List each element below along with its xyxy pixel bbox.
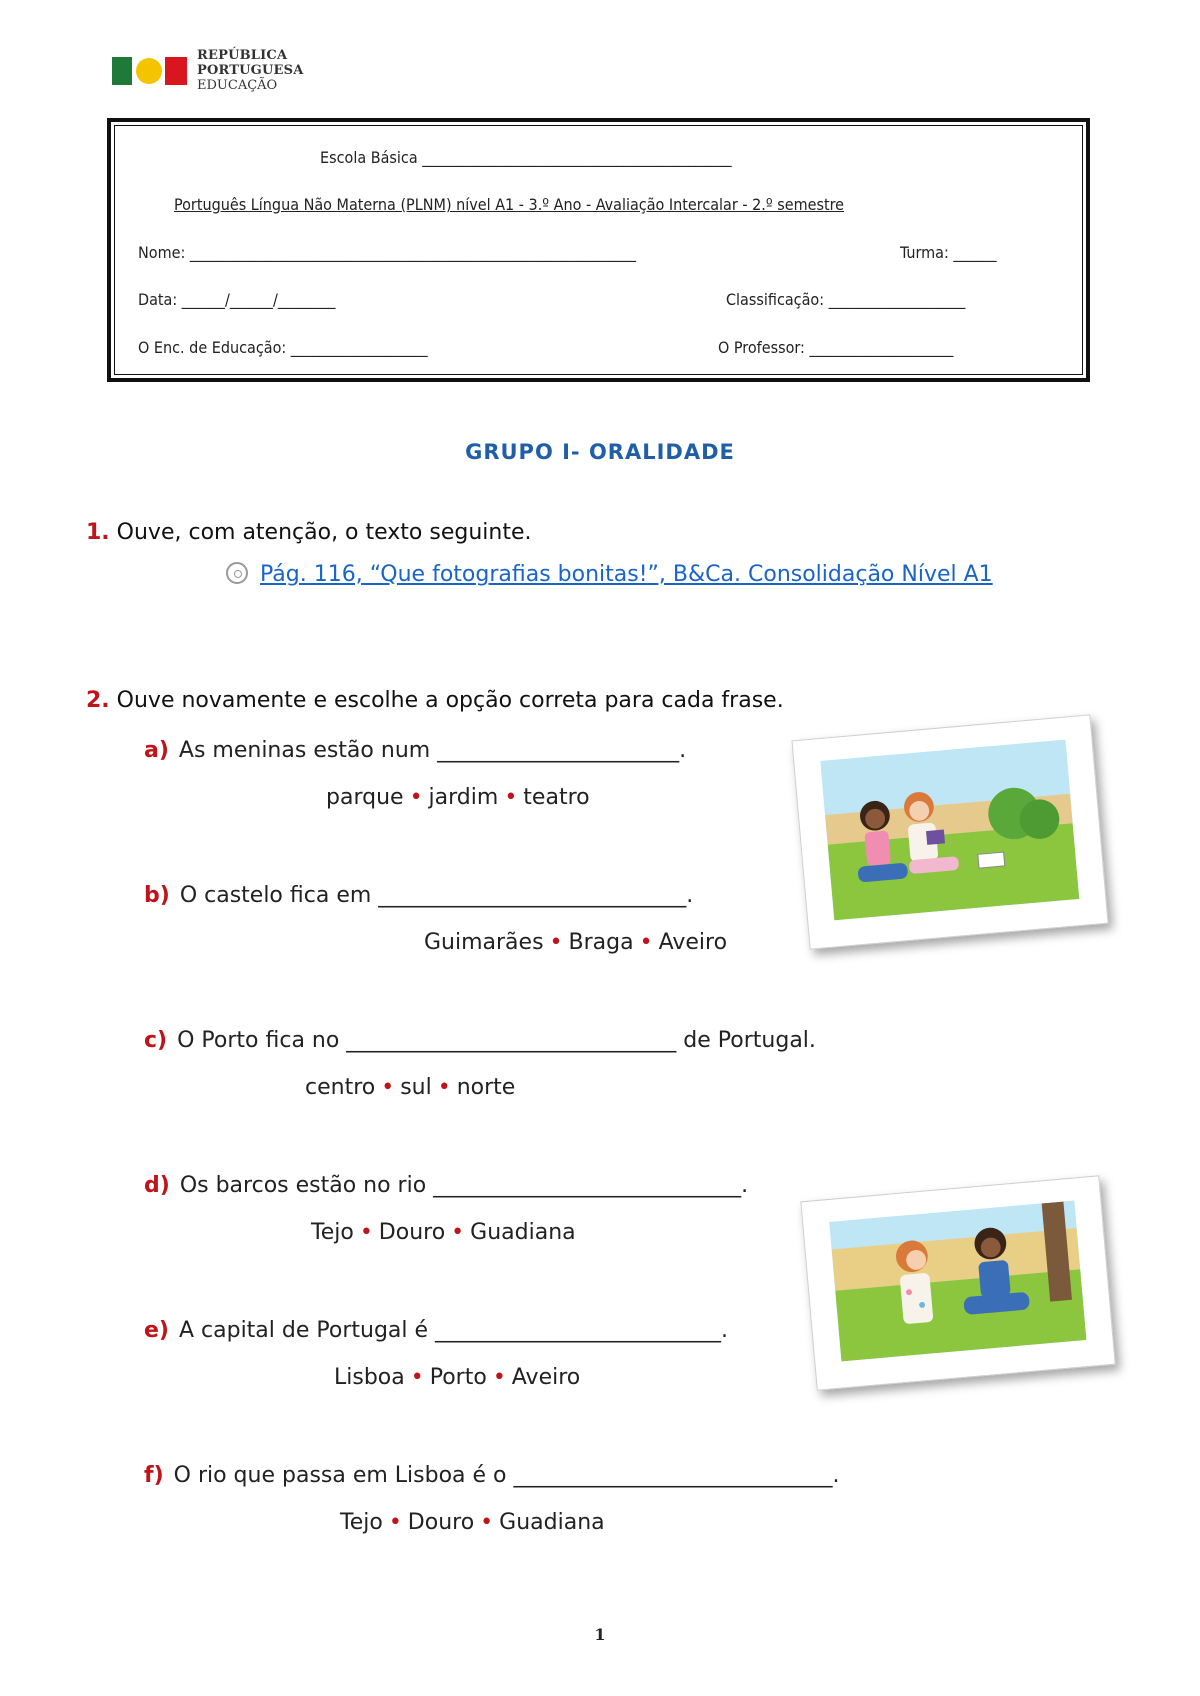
item-text[interactable]: As meninas estão num ______________________.: [178, 738, 687, 763]
option[interactable]: parque: [326, 785, 404, 810]
options-b: Guimarães • Braga • Aveiro: [424, 930, 728, 955]
options-a: parque • jardim • teatro: [326, 785, 590, 810]
option[interactable]: sul: [400, 1075, 432, 1100]
option[interactable]: Aveiro: [658, 930, 728, 955]
item-letter: c): [144, 1028, 168, 1053]
page-number: 1: [594, 1625, 606, 1644]
item-b: [144, 883, 693, 908]
option[interactable]: teatro: [523, 785, 590, 810]
question-2-text: Ouve novamente e escolhe a opção correta para cada frase.: [116, 688, 784, 713]
item-c: [144, 1028, 816, 1053]
options-f: Tejo • Douro • Guadiana: [340, 1510, 605, 1535]
item-text[interactable]: O rio que passa em Lisboa é o _____________________________.: [173, 1463, 840, 1488]
logo-line-2: PORTUGUESA: [197, 63, 304, 78]
logo-line-1: REPÚBLICA: [197, 48, 288, 63]
option[interactable]: Douro: [407, 1510, 475, 1535]
option[interactable]: Guimarães: [424, 930, 544, 955]
photo-girls-sitting: [800, 1175, 1115, 1390]
item-text[interactable]: O castelo fica em ____________________________.: [179, 883, 694, 908]
guardian-field[interactable]: O Enc. de Educação: ___________________: [138, 338, 428, 357]
option[interactable]: Guadiana: [470, 1220, 576, 1245]
item-letter: a): [144, 738, 169, 763]
grade-field[interactable]: Classificação: ___________________: [726, 290, 966, 309]
item-letter: d): [144, 1173, 170, 1198]
exam-title: Português Língua Não Materna (PLNM) nível A1 - 3.º Ano - Avaliação Intercalar - 2.º semestre: [174, 195, 845, 214]
option[interactable]: norte: [456, 1075, 516, 1100]
logo-line-3: EDUCAÇÃO: [197, 78, 278, 93]
reference-link[interactable]: Pág. 116, “Que fotografias bonitas!”, B&Ca. Consolidação Nível A1: [260, 562, 993, 587]
school-field[interactable]: Escola Básica ___________________________________________: [320, 148, 732, 167]
audio-reference: [226, 562, 993, 587]
question-2-number: 2.: [86, 688, 110, 713]
name-field[interactable]: Nome: ______________________________________________________________: [138, 243, 636, 262]
option[interactable]: Douro: [378, 1220, 446, 1245]
option[interactable]: centro: [305, 1075, 376, 1100]
options-e: Lisboa • Porto • Aveiro: [334, 1365, 581, 1390]
question-1: [86, 520, 532, 545]
teacher-field[interactable]: O Professor: ____________________: [718, 338, 954, 357]
item-letter: f): [144, 1463, 164, 1488]
option[interactable]: Tejo: [340, 1510, 383, 1535]
cd-disc-icon: [226, 562, 248, 584]
question-2: [86, 688, 784, 713]
item-text[interactable]: Os barcos estão no rio ____________________________.: [179, 1173, 749, 1198]
item-letter: b): [144, 883, 170, 908]
option[interactable]: Braga: [568, 930, 634, 955]
item-a: [144, 738, 686, 763]
option[interactable]: Lisboa: [334, 1365, 405, 1390]
section-title: GRUPO I- ORALIDADE: [465, 440, 735, 464]
class-field[interactable]: Turma: ______: [900, 243, 997, 262]
option[interactable]: jardim: [428, 785, 499, 810]
photo-girls-reading: [791, 714, 1108, 949]
options-d: Tejo • Douro • Guadiana: [311, 1220, 576, 1245]
question-1-text: Ouve, com atenção, o texto seguinte.: [116, 520, 532, 545]
option[interactable]: Guadiana: [499, 1510, 605, 1535]
option[interactable]: Aveiro: [511, 1365, 581, 1390]
item-f: [144, 1463, 840, 1488]
item-d: [144, 1173, 748, 1198]
republica-portuguesa-logo: [112, 48, 304, 93]
item-text[interactable]: O Porto fica no ______________________________ de Portugal.: [177, 1028, 816, 1053]
option[interactable]: Tejo: [311, 1220, 354, 1245]
option[interactable]: Porto: [429, 1365, 487, 1390]
question-1-number: 1.: [86, 520, 110, 545]
date-field[interactable]: Data: ______/______/________: [138, 290, 336, 309]
flag-icon: [112, 57, 187, 85]
item-e: [144, 1318, 728, 1343]
options-c: centro • sul • norte: [305, 1075, 516, 1100]
item-text[interactable]: A capital de Portugal é __________________________.: [178, 1318, 729, 1343]
item-letter: e): [144, 1318, 169, 1343]
